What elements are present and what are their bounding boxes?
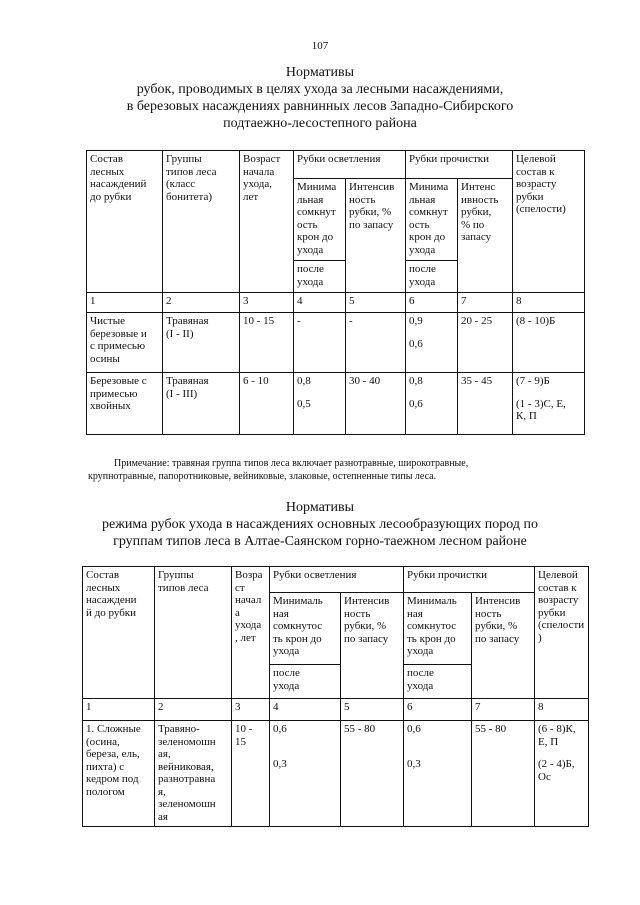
- table-row: [87, 313, 585, 373]
- header-age: Возра ст начал а ухода , лет: [232, 567, 270, 699]
- header-composition: Состав лесных насаждений до рубки: [87, 151, 163, 293]
- column-number: 2: [163, 293, 240, 313]
- title-line: в березовых насаждениях равнинных лесов Западно-Сибирского: [126, 99, 514, 114]
- header-min-density: Минима льная сомкнут ость крон до ухода: [406, 179, 458, 261]
- cell-clean-density: 0,8 0,6: [406, 373, 458, 435]
- cell-light-density: -: [294, 313, 346, 373]
- table-2: [82, 566, 589, 827]
- cell-target: (6 - 8)К, Е, П (2 - 4)Б, Ос: [535, 721, 589, 827]
- cell-light-density: 0,6 0,3: [270, 721, 341, 827]
- cell-forest-type: Травяная (I - III): [163, 373, 240, 435]
- header-thinning-light: Рубки осветления: [294, 151, 406, 179]
- title-line: режима рубок ухода в насаждениях основных лесообразующих пород по: [102, 517, 538, 532]
- cell-clean-density: 0,9 0,6: [406, 313, 458, 373]
- header-min-density: Минималь ная сомкнутос ть крон до ухода: [270, 593, 341, 665]
- cell-forest-type: Травяная (I - II): [163, 313, 240, 373]
- cell-target: (8 - 10)Б: [513, 313, 585, 373]
- header-age: Возраст начала ухода, лет: [240, 151, 294, 293]
- section1-title: [0, 64, 640, 132]
- column-number: 1: [87, 293, 163, 313]
- table-row: [87, 293, 585, 313]
- cell-age: 10 - 15: [232, 721, 270, 827]
- cell-light-intensity: 55 - 80: [341, 721, 404, 827]
- column-number: 3: [240, 293, 294, 313]
- header-min-density: Минималь ная сомкнутос ть крон до ухода: [404, 593, 472, 665]
- header-after: после ухода: [404, 665, 472, 699]
- section2-title: [0, 499, 640, 550]
- cell-composition: Чистые березовые и с примесью осины: [87, 313, 163, 373]
- cell-light-density: 0,8 0,5: [294, 373, 346, 435]
- header-intensity: Интенс ивность рубки, % по запасу: [458, 179, 513, 293]
- header-target: Целевой состав к возрасту рубки (спелости ): [535, 567, 589, 699]
- column-number: 5: [341, 699, 404, 721]
- header-after: после ухода: [406, 261, 458, 293]
- header-intensity: Интенсив ность рубки, % по запасу: [472, 593, 535, 699]
- cell-clean-intensity: 20 - 25: [458, 313, 513, 373]
- header-forest-type: Группы типов леса: [155, 567, 232, 699]
- cell-target: (7 - 9)Б (1 - 3)С, Е, К, П: [513, 373, 585, 435]
- table-note: Примечание: травяная группа типов леса включает разнотравные, широкотравные, крупнотравные, папоротниковые, вейниковые, злаковые, остепненные типы леса.: [88, 458, 469, 482]
- column-number: 5: [346, 293, 406, 313]
- cell-forest-type: Травяно- зеленомошн ая, вейниковая, разнотравна я, зеленомошн ая: [155, 721, 232, 827]
- cell-light-intensity: 30 - 40: [346, 373, 406, 435]
- title-line: Нормативы: [285, 500, 355, 515]
- header-after: после ухода: [294, 261, 346, 293]
- cell-age: 10 - 15: [240, 313, 294, 373]
- column-number: 2: [155, 699, 232, 721]
- column-number: 4: [294, 293, 346, 313]
- header-intensity: Интенсив ность рубки, % по запасу: [341, 593, 404, 699]
- column-number: 6: [404, 699, 472, 721]
- column-number: 3: [232, 699, 270, 721]
- header-forest-type: Группы типов леса (класс бонитета): [163, 151, 240, 293]
- cell-clean-intensity: 55 - 80: [472, 721, 535, 827]
- table-row: [83, 699, 589, 721]
- cell-composition: Березовые с примесью хвойных: [87, 373, 163, 435]
- cell-clean-intensity: 35 - 45: [458, 373, 513, 435]
- title-line: группам типов леса в Алтае-Саянском горно-таежном лесном районе: [113, 534, 527, 549]
- column-number: 8: [535, 699, 589, 721]
- cell-clean-density: 0,6 0,3: [404, 721, 472, 827]
- column-number: 7: [458, 293, 513, 313]
- column-number: 6: [406, 293, 458, 313]
- column-number: 7: [472, 699, 535, 721]
- header-thinning-clean: Рубки прочистки: [404, 567, 535, 593]
- header-after: после ухода: [270, 665, 341, 699]
- title-line: подтаежно-лесостепного района: [223, 116, 417, 131]
- cell-light-intensity: -: [346, 313, 406, 373]
- cell-composition: 1. Сложные (осина, береза, ель, пихта) с кедром под пологом: [83, 721, 155, 827]
- title-line: рубок, проводимых в целях ухода за лесными насаждениями,: [136, 82, 504, 97]
- table-row: [87, 373, 585, 435]
- header-thinning-clean: Рубки прочистки: [406, 151, 513, 179]
- page-number: 107: [311, 40, 329, 52]
- title-line: Нормативы: [285, 65, 355, 80]
- table-row: [83, 721, 589, 827]
- column-number: 8: [513, 293, 585, 313]
- column-number: 1: [83, 699, 155, 721]
- column-number: 4: [270, 699, 341, 721]
- header-target: Целевой состав к возрасту рубки (спелости): [513, 151, 585, 293]
- header-thinning-light: Рубки осветления: [270, 567, 404, 593]
- table-1: [86, 150, 585, 435]
- cell-age: 6 - 10: [240, 373, 294, 435]
- header-intensity: Интенсив ность рубки, % по запасу: [346, 179, 406, 293]
- header-composition: Состав лесных насаждени й до рубки: [83, 567, 155, 699]
- header-min-density: Минима льная сомкнут ость крон до ухода: [294, 179, 346, 261]
